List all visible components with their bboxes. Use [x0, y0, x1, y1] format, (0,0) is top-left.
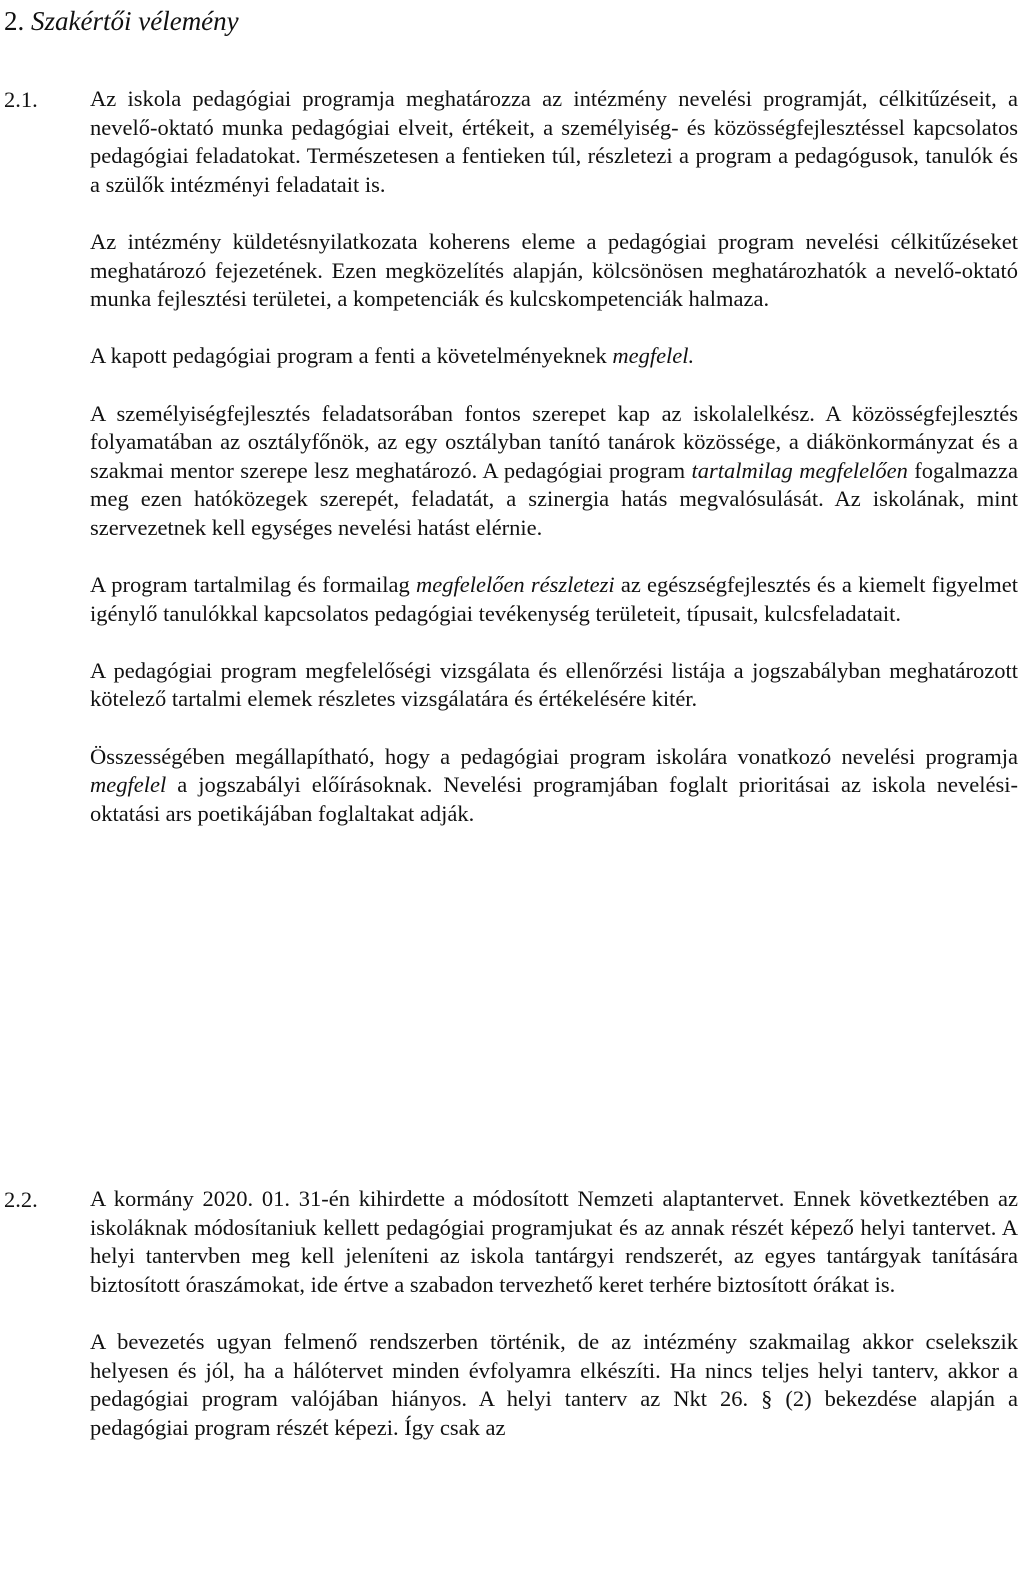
paragraph — [90, 571, 1018, 628]
text-run: a jogszabályi előírásoknak. Nevelési programjában foglalt prioritásai az iskola nevelési-oktatási ars poetikájában foglaltakat adják. — [90, 772, 1018, 826]
paragraph — [90, 1328, 1018, 1442]
text-run: az egészségfejlesztés és a kiemelt figyelmet igénylő tanulókkal kapcsolatos pedagógiai tevékenység területeit, típusait, kulcsfeladatait. — [90, 572, 1018, 626]
paragraph — [90, 743, 1018, 829]
emphasized-text: megfelelően részletezi — [415, 572, 615, 598]
text-run: A program tartalmilag és formailag — [90, 572, 416, 598]
text-run: Az iskola pedagógiai programja meghatározza az intézmény nevelési programját, célkitűzéseit, a nevelő-oktató munka pedagógiai elveit, értékeit, a személyiség- és közösségfejlesztéssel kapcsolatos pedagógiai feladatokat. Természetesen a fentieken túl, részletezi a program a pedagógusok, tanulók és a szülők intézményi feladatait is. — [90, 86, 1018, 197]
text-run: Az intézmény küldetésnyilatkozata koherens eleme a pedagógiai program nevelési célkitűzéseket meghatározó fejezetének. Ezen megközelítés alapján, kölcsönösen meghatározhatók a nevelő-oktató munka fejlesztési területei, a kompetenciák és kulcskompetenciák halmaza. — [90, 228, 1018, 312]
paragraph — [90, 400, 1018, 543]
section-heading — [4, 4, 239, 38]
text-run: A bevezetés ugyan felmenő rendszerben történik, de az intézmény szakmailag akkor cselekszik helyesen és jól, ha a hálótervet minden évfolyamra elkészíti. Ha nincs teljes helyi tanterv, akkor a pedagógiai program valójában hiányos. A helyi tanterv az Nkt 26. § (2) bekezdése alapján a pedagógiai program részét képezi. Így csak az — [90, 1328, 1018, 1440]
paragraph — [90, 657, 1018, 714]
emphasized-text: megfelel — [90, 772, 167, 798]
paragraph — [90, 1185, 1018, 1299]
paragraph — [90, 85, 1018, 199]
emphasized-text: tartalmilag megfelelően — [691, 457, 908, 483]
section-body — [90, 85, 1018, 828]
text-run: A kapott pedagógiai program a fenti a követelményeknek — [90, 343, 613, 369]
section-number: 2.2. — [4, 1187, 38, 1212]
emphasized-text: megfelel. — [612, 343, 695, 369]
section-heading-number: 2. — [4, 6, 25, 36]
text-run: fogalmazza meg ezen hatóközegek szerepét, feladatát, a szinergia hatás megvalósulását. Az iskolának, mint szervezetnek kell egységes nevelési hatást elérnie. — [90, 457, 1018, 540]
paragraph — [90, 228, 1018, 314]
paragraph — [90, 342, 1018, 371]
text-run: A pedagógiai program megfelelőségi vizsgálata és ellenőrzési listája a jogszabályban meghatározott kötelező tartalmi elemek részletes vizsgálatára és értékelésére kitér. — [90, 657, 1018, 712]
section-heading-title: Szakértői vélemény — [31, 6, 239, 36]
section-number: 2.1. — [4, 87, 38, 112]
section-body — [90, 1185, 1018, 1442]
text-run: A kormány 2020. 01. 31-én kihirdette a módosított Nemzeti alaptantervet. Ennek következtében az iskoláknak módosítaniuk kellett pedagógiai programjukat és az annak részét képező helyi tantervet. A helyi tantervben meg kell jeleníteni az iskola tantárgyi rendszerét, az egyes tantárgyak tanítására biztosított óraszámokat, ide értve a szabadon tervezhető keret terhére biztosított órákat is. — [90, 1186, 1018, 1297]
text-run: A személyiségfejlesztés feladatsorában fontos szerepet kap az iskolalelkész. A közösségfejlesztés folyamatában az osztályfőnök, az egy osztályban tanító tanárok közössége, a diákönkormányzat és a szakmai mentor szerepe lesz meghatározó. A pedagógiai program — [90, 400, 1018, 483]
text-run: Összességében megállapítható, hogy a pedagógiai program iskolára vonatkozó nevelési programja — [90, 743, 1018, 769]
